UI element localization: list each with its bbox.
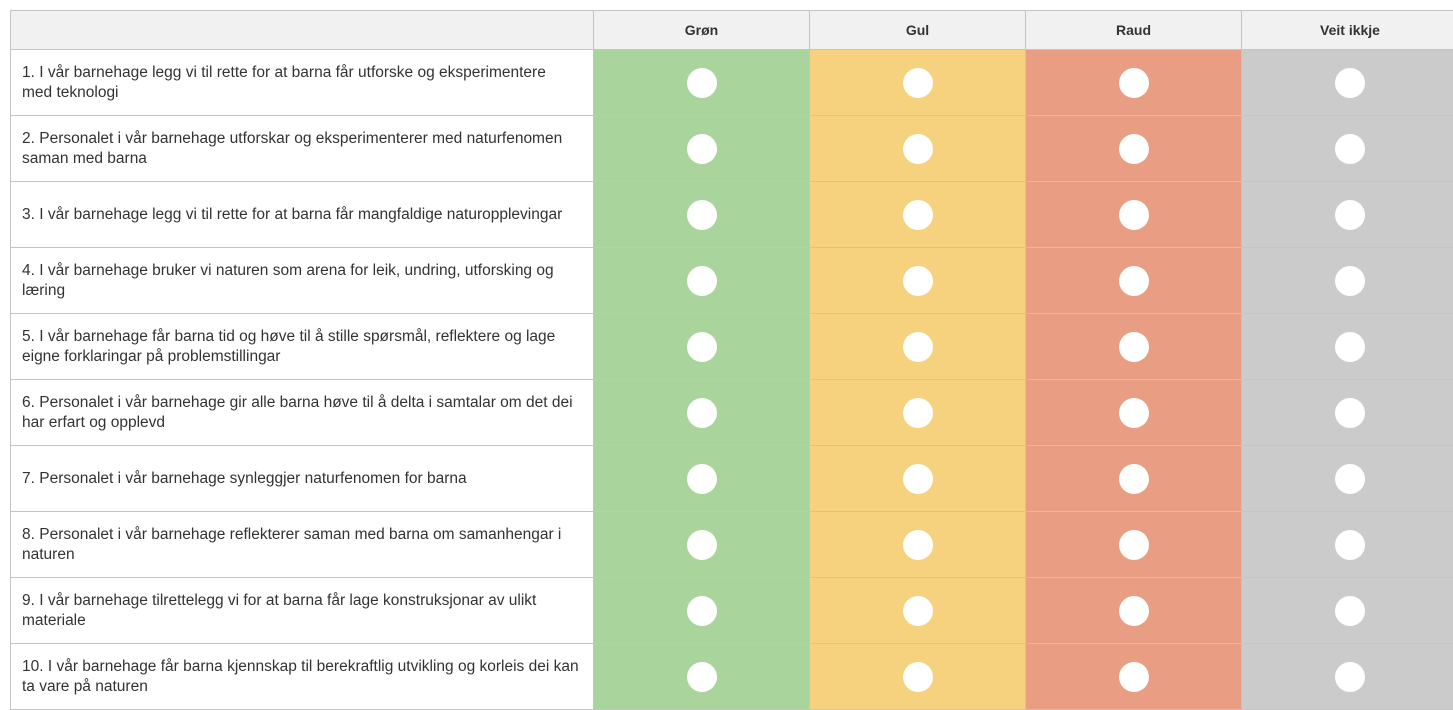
radio-gul[interactable] (903, 68, 933, 98)
radio-raud[interactable] (1119, 332, 1149, 362)
option-cell-veit-ikkje (1242, 314, 1453, 380)
radio-gron[interactable] (687, 662, 717, 692)
header-option-gul: Gul (810, 11, 1026, 50)
option-cell-raud (1026, 644, 1242, 710)
radio-raud[interactable] (1119, 596, 1149, 626)
option-cell-gul (810, 446, 1026, 512)
radio-gul[interactable] (903, 464, 933, 494)
question-text: 8. Personalet i vår barnehage reflekterer saman med barna om samanhengar i naturen (11, 512, 594, 578)
radio-raud[interactable] (1119, 68, 1149, 98)
option-cell-gron (594, 578, 810, 644)
radio-gul[interactable] (903, 596, 933, 626)
question-row (11, 644, 1453, 710)
radio-gul[interactable] (903, 266, 933, 296)
option-cell-raud (1026, 116, 1242, 182)
question-text: 6. Personalet i vår barnehage gir alle barna høve til å delta i samtalar om det dei har erfart og opplevd (11, 380, 594, 446)
radio-veit-ikkje[interactable] (1335, 68, 1365, 98)
radio-gron[interactable] (687, 332, 717, 362)
radio-raud[interactable] (1119, 464, 1149, 494)
radio-veit-ikkje[interactable] (1335, 464, 1365, 494)
rating-matrix (10, 10, 1453, 710)
option-cell-veit-ikkje (1242, 446, 1453, 512)
question-row (11, 182, 1453, 248)
option-cell-gron (594, 644, 810, 710)
option-cell-raud (1026, 182, 1242, 248)
question-text: 9. I vår barnehage tilrettelegg vi for at barna får lage konstruksjonar av ulikt materiale (11, 578, 594, 644)
option-cell-gul (810, 116, 1026, 182)
option-cell-veit-ikkje (1242, 512, 1453, 578)
header-option-raud: Raud (1026, 11, 1242, 50)
radio-veit-ikkje[interactable] (1335, 530, 1365, 560)
radio-gron[interactable] (687, 134, 717, 164)
radio-veit-ikkje[interactable] (1335, 596, 1365, 626)
radio-gul[interactable] (903, 200, 933, 230)
header-row (11, 11, 1453, 50)
option-cell-raud (1026, 512, 1242, 578)
option-cell-gron (594, 248, 810, 314)
radio-gul[interactable] (903, 398, 933, 428)
radio-gron[interactable] (687, 530, 717, 560)
option-cell-veit-ikkje (1242, 578, 1453, 644)
header-option-veit-ikkje: Veit ikkje (1242, 11, 1453, 50)
question-row (11, 314, 1453, 380)
radio-raud[interactable] (1119, 530, 1149, 560)
option-cell-raud (1026, 446, 1242, 512)
header-blank-cell (11, 11, 594, 50)
option-cell-veit-ikkje (1242, 116, 1453, 182)
option-cell-gul (810, 578, 1026, 644)
option-cell-raud (1026, 248, 1242, 314)
question-text: 10. I vår barnehage får barna kjennskap til berekraftlig utvikling og korleis dei kan ta vare på naturen (11, 644, 594, 710)
option-cell-veit-ikkje (1242, 380, 1453, 446)
radio-gron[interactable] (687, 398, 717, 428)
radio-gul[interactable] (903, 332, 933, 362)
radio-veit-ikkje[interactable] (1335, 134, 1365, 164)
radio-gron[interactable] (687, 266, 717, 296)
question-row (11, 248, 1453, 314)
option-cell-gul (810, 50, 1026, 116)
radio-gron[interactable] (687, 464, 717, 494)
question-row (11, 50, 1453, 116)
radio-veit-ikkje[interactable] (1335, 266, 1365, 296)
question-row (11, 380, 1453, 446)
question-text: 3. I vår barnehage legg vi til rette for at barna får mangfaldige naturopplevingar (11, 182, 594, 248)
option-cell-raud (1026, 50, 1242, 116)
option-cell-gron (594, 446, 810, 512)
option-cell-veit-ikkje (1242, 50, 1453, 116)
option-cell-gul (810, 380, 1026, 446)
question-text: 5. I vår barnehage får barna tid og høve til å stille spørsmål, reflektere og lage eigne forklaringar på problemstillingar (11, 314, 594, 380)
question-text: 2. Personalet i vår barnehage utforskar og eksperimenterer med naturfenomen saman med barna (11, 116, 594, 182)
option-cell-gul (810, 182, 1026, 248)
radio-raud[interactable] (1119, 662, 1149, 692)
radio-raud[interactable] (1119, 266, 1149, 296)
option-cell-gul (810, 248, 1026, 314)
option-cell-gron (594, 512, 810, 578)
radio-veit-ikkje[interactable] (1335, 662, 1365, 692)
question-text: 7. Personalet i vår barnehage synleggjer naturfenomen for barna (11, 446, 594, 512)
radio-raud[interactable] (1119, 200, 1149, 230)
radio-gul[interactable] (903, 662, 933, 692)
radio-gron[interactable] (687, 200, 717, 230)
radio-raud[interactable] (1119, 398, 1149, 428)
header-option-gron: Grøn (594, 11, 810, 50)
option-cell-gron (594, 380, 810, 446)
question-row (11, 446, 1453, 512)
option-cell-raud (1026, 578, 1242, 644)
option-cell-veit-ikkje (1242, 182, 1453, 248)
option-cell-gron (594, 182, 810, 248)
question-text: 1. I vår barnehage legg vi til rette for at barna får utforske og eksperimentere med teknologi (11, 50, 594, 116)
question-text: 4. I vår barnehage bruker vi naturen som arena for leik, undring, utforsking og læring (11, 248, 594, 314)
radio-gul[interactable] (903, 134, 933, 164)
radio-gron[interactable] (687, 596, 717, 626)
option-cell-gul (810, 512, 1026, 578)
question-row (11, 578, 1453, 644)
radio-gul[interactable] (903, 530, 933, 560)
option-cell-veit-ikkje (1242, 248, 1453, 314)
radio-gron[interactable] (687, 68, 717, 98)
radio-veit-ikkje[interactable] (1335, 332, 1365, 362)
option-cell-gul (810, 644, 1026, 710)
option-cell-gron (594, 50, 810, 116)
question-row (11, 116, 1453, 182)
option-cell-raud (1026, 314, 1242, 380)
option-cell-raud (1026, 380, 1242, 446)
radio-raud[interactable] (1119, 134, 1149, 164)
option-cell-gron (594, 116, 810, 182)
radio-veit-ikkje[interactable] (1335, 200, 1365, 230)
option-cell-gron (594, 314, 810, 380)
radio-veit-ikkje[interactable] (1335, 398, 1365, 428)
question-row (11, 512, 1453, 578)
option-cell-veit-ikkje (1242, 644, 1453, 710)
option-cell-gul (810, 314, 1026, 380)
